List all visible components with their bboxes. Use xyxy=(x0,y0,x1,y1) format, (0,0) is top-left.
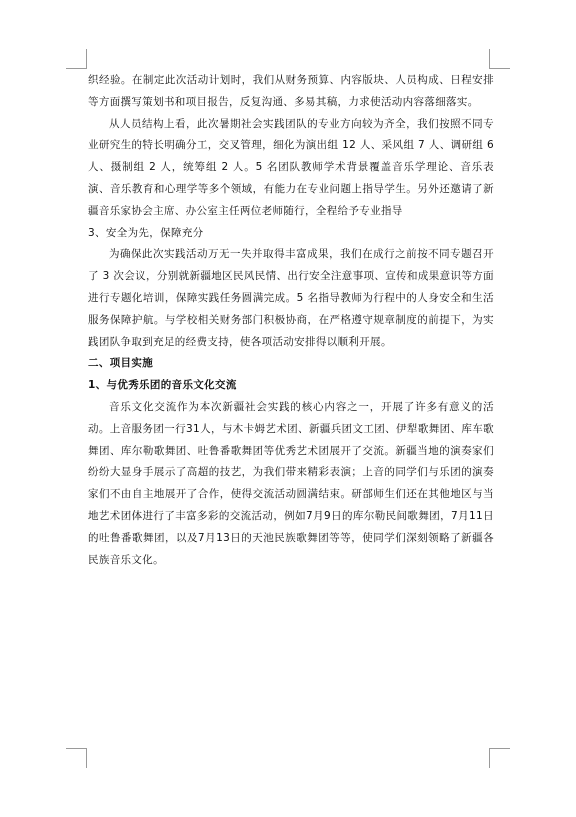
paragraph-planning: 织经验。在制定此次活动计划时，我们从财务预算、内容版块、人员构成、日程安排等方面撰写策划书和项目报告，反复沟通、多易其稿，力求使活动内容落细落实。 xyxy=(88,74,494,108)
document-body xyxy=(88,70,494,571)
crop-mark-top-right-h xyxy=(490,68,510,69)
section-heading-safety: 3、安全为先，保障充分 xyxy=(88,226,204,239)
crop-mark-top-right-v xyxy=(489,49,490,69)
crop-mark-bottom-right-v xyxy=(489,748,490,768)
section-heading-implementation: 二、项目实施 xyxy=(88,357,154,370)
crop-mark-top-left-h xyxy=(66,68,86,69)
crop-mark-top-left-v xyxy=(86,49,87,69)
crop-mark-bottom-left-v xyxy=(86,748,87,768)
paragraph-exchange: 音乐文化交流作为本次新疆社会实践的核心内容之一，开展了许多有意义的活动。上音服务团一行31人，与木卡姆艺术团、新疆兵团文工团、伊犁歌舞团、库车歌舞团、库尔勒歌舞团、吐鲁番歌舞团等优秀艺术团展开了交流。新疆当地的演奏家们纷纷大显身手展示了高超的技艺，为我们带来精彩表演；上音的同学们与乐团的演奏家们不由自主地展开了合作，使得交流活动圆满结束。研部师生们还在其他地区与当地艺术团体进行了丰富多彩的交流活动，例如7月9日的库尔勒民间歌舞团，7月11日的吐鲁番歌舞团，以及7月13日的天池民族歌舞团等等，使同学们深刻领略了新疆各民族音乐文化。 xyxy=(88,400,494,566)
paragraph-team-structure: 从人员结构上看，此次暑期社会实践团队的专业方向较为齐全，我们按照不同专业研究生的特长明确分工，交叉管理，细化为演出组 12 人、采风组 7 人、调研组 6 人、摄制组 2 人，统筹组 2 人。5 名团队教师学术背景覆盖音乐学理论、音乐表演、音乐教育和心理学等多个领域，有能力在专业问题上指导学生。另外还邀请了新疆音乐家协会主席、办公室主任两位老师随行，全程给予专业指导 xyxy=(88,117,494,217)
subsection-heading-exchange: 1、与优秀乐团的音乐文化交流 xyxy=(88,379,237,392)
crop-mark-bottom-left-h xyxy=(66,748,86,749)
paragraph-safety: 为确保此次实践活动万无一失并取得丰富成果，我们在成行之前按不同专题召开了 3 次会议，分别就新疆地区民风民情、出行安全注意事项、宣传和成果意识等方面进行专题化培训，保障实践任务圆满完成。5 名指导教师为行程中的人身安全和生活服务保障护航。与学校相关财务部门积极协商，在严格遵守规章制度的前提下，为实践团队争取到充足的经费支持，使各项活动安排得以顺利开展。 xyxy=(88,248,494,348)
crop-mark-bottom-right-h xyxy=(490,748,510,749)
